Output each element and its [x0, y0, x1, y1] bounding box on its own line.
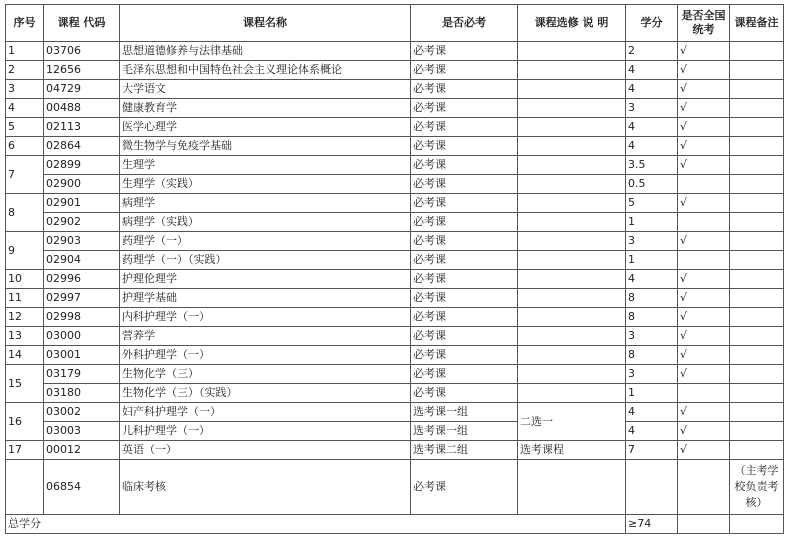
cell-credit — [626, 460, 678, 515]
table-row — [6, 346, 784, 365]
cell-credit: 4 — [626, 403, 678, 422]
cell-required: 必考课 — [411, 384, 518, 403]
cell-required: 必考课 — [411, 194, 518, 213]
header-elective: 课程选修 说 明 — [518, 5, 626, 42]
cell-elective — [518, 365, 626, 384]
cell-name: 英语（一） — [120, 441, 411, 460]
cell-seq: 7 — [6, 156, 44, 194]
cell-national: √ — [678, 346, 730, 365]
cell-code: 12656 — [44, 61, 120, 80]
cell-national: √ — [678, 327, 730, 346]
cell-name: 妇产科护理学（一） — [120, 403, 411, 422]
cell-seq: 8 — [6, 194, 44, 232]
cell-elective — [518, 308, 626, 327]
cell-credit: 4 — [626, 422, 678, 441]
cell-code: 04729 — [44, 80, 120, 99]
table-row — [6, 232, 784, 251]
header-row — [6, 5, 784, 42]
cell-name: 健康教育学 — [120, 99, 411, 118]
cell-elective — [518, 137, 626, 156]
cell-name: 外科护理学（一） — [120, 346, 411, 365]
cell-remark — [730, 232, 784, 251]
cell-required: 必考课 — [411, 308, 518, 327]
table-body — [6, 42, 784, 534]
table-row — [6, 118, 784, 137]
cell-seq: 3 — [6, 80, 44, 99]
cell-national — [678, 460, 730, 515]
cell-required: 必考课 — [411, 175, 518, 194]
cell-national: √ — [678, 137, 730, 156]
cell-elective — [518, 327, 626, 346]
header-seq: 序号 — [6, 5, 44, 42]
cell-name: 生理学（实践） — [120, 175, 411, 194]
cell-credit: 8 — [626, 346, 678, 365]
cell-name: 大学语文 — [120, 80, 411, 99]
cell-national — [678, 175, 730, 194]
cell-required: 必考课 — [411, 365, 518, 384]
cell-elective — [518, 384, 626, 403]
cell-remark — [730, 137, 784, 156]
cell-required: 必考课 — [411, 61, 518, 80]
cell-credit: 3 — [626, 99, 678, 118]
cell-name: 护理学基础 — [120, 289, 411, 308]
cell-remark — [730, 289, 784, 308]
cell-national: √ — [678, 194, 730, 213]
cell-national: √ — [678, 118, 730, 137]
cell-required: 必考课 — [411, 289, 518, 308]
table-row — [6, 308, 784, 327]
cell-credit: 1 — [626, 384, 678, 403]
cell-elective — [518, 99, 626, 118]
cell-remark — [730, 270, 784, 289]
cell-required: 必考课 — [411, 137, 518, 156]
cell-name: 药理学（一） — [120, 232, 411, 251]
cell-elective — [518, 42, 626, 61]
cell-name: 营养学 — [120, 327, 411, 346]
cell-elective — [518, 118, 626, 137]
cell-required: 必考课 — [411, 460, 518, 515]
cell-remark: （主考学校负责考核） — [730, 460, 784, 515]
cell-credit: 0.5 — [626, 175, 678, 194]
cell-remark — [730, 308, 784, 327]
cell-elective: 选考课程 — [518, 441, 626, 460]
cell-elective — [518, 232, 626, 251]
table-row — [6, 194, 784, 213]
cell-code: 02903 — [44, 232, 120, 251]
cell-national: √ — [678, 365, 730, 384]
cell-required: 选考课二组 — [411, 441, 518, 460]
cell-name: 生物化学（三） — [120, 365, 411, 384]
cell-code: 03179 — [44, 365, 120, 384]
cell-name: 儿科护理学（一） — [120, 422, 411, 441]
cell-required: 必考课 — [411, 118, 518, 137]
cell-seq: 4 — [6, 99, 44, 118]
cell-elective — [518, 346, 626, 365]
header-credit: 学分 — [626, 5, 678, 42]
cell-elective — [518, 194, 626, 213]
cell-name: 内科护理学（一） — [120, 308, 411, 327]
table-row — [6, 156, 784, 175]
cell-name: 毛泽东思想和中国特色社会主义理论体系概论 — [120, 61, 411, 80]
cell-required: 必考课 — [411, 99, 518, 118]
cell-credit: 4 — [626, 61, 678, 80]
cell-credit: 4 — [626, 270, 678, 289]
cell-credit: 1 — [626, 251, 678, 270]
cell-seq: 6 — [6, 137, 44, 156]
cell-remark — [730, 80, 784, 99]
cell-remark — [730, 175, 784, 194]
cell-seq — [6, 460, 44, 515]
cell-name: 思想道德修养与法律基础 — [120, 42, 411, 61]
cell-credit: 1 — [626, 213, 678, 232]
cell-required: 必考课 — [411, 251, 518, 270]
total-label: 总学分 — [6, 515, 626, 534]
cell-credit: 4 — [626, 137, 678, 156]
cell-elective — [518, 80, 626, 99]
cell-required: 必考课 — [411, 213, 518, 232]
cell-name: 临床考核 — [120, 460, 411, 515]
cell-code: 03000 — [44, 327, 120, 346]
cell-code: 02998 — [44, 308, 120, 327]
cell-name: 护理伦理学 — [120, 270, 411, 289]
cell-credit: 3.5 — [626, 156, 678, 175]
cell-code: 02996 — [44, 270, 120, 289]
cell-code: 02904 — [44, 251, 120, 270]
cell-code: 02113 — [44, 118, 120, 137]
table-row — [6, 61, 784, 80]
table-row — [6, 327, 784, 346]
cell-credit: 4 — [626, 118, 678, 137]
cell-seq: 16 — [6, 403, 44, 441]
cell-national: √ — [678, 289, 730, 308]
cell-seq: 17 — [6, 441, 44, 460]
cell-seq: 10 — [6, 270, 44, 289]
cell-remark — [730, 384, 784, 403]
cell-remark — [730, 156, 784, 175]
table-row — [6, 251, 784, 270]
cell-national: √ — [678, 80, 730, 99]
cell-credit: 2 — [626, 42, 678, 61]
cell-national: √ — [678, 308, 730, 327]
header-code: 课程 代码 — [44, 5, 120, 42]
cell-national: √ — [678, 422, 730, 441]
cell-name: 病理学 — [120, 194, 411, 213]
cell-seq: 13 — [6, 327, 44, 346]
cell-credit: 8 — [626, 289, 678, 308]
table-row — [6, 80, 784, 99]
table-row — [6, 42, 784, 61]
header-name: 课程名称 — [120, 5, 411, 42]
cell-remark — [730, 251, 784, 270]
cell-required: 必考课 — [411, 346, 518, 365]
cell-elective — [518, 61, 626, 80]
table-row — [6, 365, 784, 384]
cell-remark — [730, 422, 784, 441]
cell-code: 02902 — [44, 213, 120, 232]
cell-name: 病理学（实践） — [120, 213, 411, 232]
cell-code: 02997 — [44, 289, 120, 308]
cell-credit: 5 — [626, 194, 678, 213]
cell-required: 必考课 — [411, 270, 518, 289]
cell-code: 02899 — [44, 156, 120, 175]
table-row — [6, 403, 784, 422]
table-row — [6, 175, 784, 194]
cell-remark — [730, 194, 784, 213]
cell-elective — [518, 251, 626, 270]
cell-code: 02864 — [44, 137, 120, 156]
cell-name: 医学心理学 — [120, 118, 411, 137]
cell-elective: 二选一 — [518, 403, 626, 441]
cell-remark — [730, 42, 784, 61]
table-row — [6, 213, 784, 232]
cell-code: 03001 — [44, 346, 120, 365]
cell-code: 00488 — [44, 99, 120, 118]
cell-code: 00012 — [44, 441, 120, 460]
cell-elective — [518, 156, 626, 175]
cell-seq: 2 — [6, 61, 44, 80]
table-row — [6, 99, 784, 118]
cell-remark — [730, 515, 784, 534]
cell-remark — [730, 403, 784, 422]
cell-code: 02900 — [44, 175, 120, 194]
cell-remark — [730, 327, 784, 346]
cell-required: 必考课 — [411, 156, 518, 175]
table-row — [6, 270, 784, 289]
cell-name: 药理学（一）（实践） — [120, 251, 411, 270]
table-row — [6, 422, 784, 441]
course-table — [5, 4, 784, 534]
cell-code: 06854 — [44, 460, 120, 515]
cell-seq: 12 — [6, 308, 44, 327]
cell-national: √ — [678, 403, 730, 422]
cell-required: 选考课一组 — [411, 422, 518, 441]
table-row — [6, 441, 784, 460]
cell-code: 03706 — [44, 42, 120, 61]
cell-remark — [730, 118, 784, 137]
cell-required: 必考课 — [411, 80, 518, 99]
cell-remark — [730, 99, 784, 118]
header-national: 是否全国统考 — [678, 5, 730, 42]
cell-national — [678, 213, 730, 232]
cell-remark — [730, 346, 784, 365]
cell-national — [678, 384, 730, 403]
cell-national: √ — [678, 232, 730, 251]
cell-remark — [730, 365, 784, 384]
cell-remark — [730, 61, 784, 80]
cell-credit: 4 — [626, 80, 678, 99]
cell-national — [678, 515, 730, 534]
cell-seq: 15 — [6, 365, 44, 403]
cell-name: 微生物学与免疫学基础 — [120, 137, 411, 156]
cell-seq: 1 — [6, 42, 44, 61]
cell-required: 选考课一组 — [411, 403, 518, 422]
cell-national: √ — [678, 61, 730, 80]
cell-required: 必考课 — [411, 327, 518, 346]
header-required: 是否必考 — [411, 5, 518, 42]
table-row — [6, 137, 784, 156]
cell-elective — [518, 175, 626, 194]
total-value: ≥74 — [626, 515, 678, 534]
cell-required: 必考课 — [411, 42, 518, 61]
cell-national — [678, 251, 730, 270]
cell-elective — [518, 289, 626, 308]
total-row — [6, 515, 784, 534]
cell-national: √ — [678, 441, 730, 460]
cell-seq: 5 — [6, 118, 44, 137]
cell-remark — [730, 441, 784, 460]
table-row — [6, 384, 784, 403]
cell-code: 03003 — [44, 422, 120, 441]
cell-elective — [518, 270, 626, 289]
cell-required: 必考课 — [411, 232, 518, 251]
table-row — [6, 289, 784, 308]
cell-name: 生理学 — [120, 156, 411, 175]
cell-elective — [518, 213, 626, 232]
cell-credit: 3 — [626, 365, 678, 384]
cell-credit: 3 — [626, 232, 678, 251]
header-remark: 课程备注 — [730, 5, 784, 42]
cell-credit: 3 — [626, 327, 678, 346]
cell-elective — [518, 460, 626, 515]
table-row — [6, 460, 784, 515]
cell-name: 生物化学（三）（实践） — [120, 384, 411, 403]
cell-national: √ — [678, 270, 730, 289]
cell-credit: 7 — [626, 441, 678, 460]
cell-code: 03002 — [44, 403, 120, 422]
cell-national: √ — [678, 99, 730, 118]
cell-remark — [730, 213, 784, 232]
cell-seq: 11 — [6, 289, 44, 308]
cell-credit: 8 — [626, 308, 678, 327]
course-plan — [5, 4, 784, 534]
cell-code: 02901 — [44, 194, 120, 213]
cell-national: √ — [678, 42, 730, 61]
cell-seq: 14 — [6, 346, 44, 365]
cell-seq: 9 — [6, 232, 44, 270]
cell-national: √ — [678, 156, 730, 175]
cell-code: 03180 — [44, 384, 120, 403]
